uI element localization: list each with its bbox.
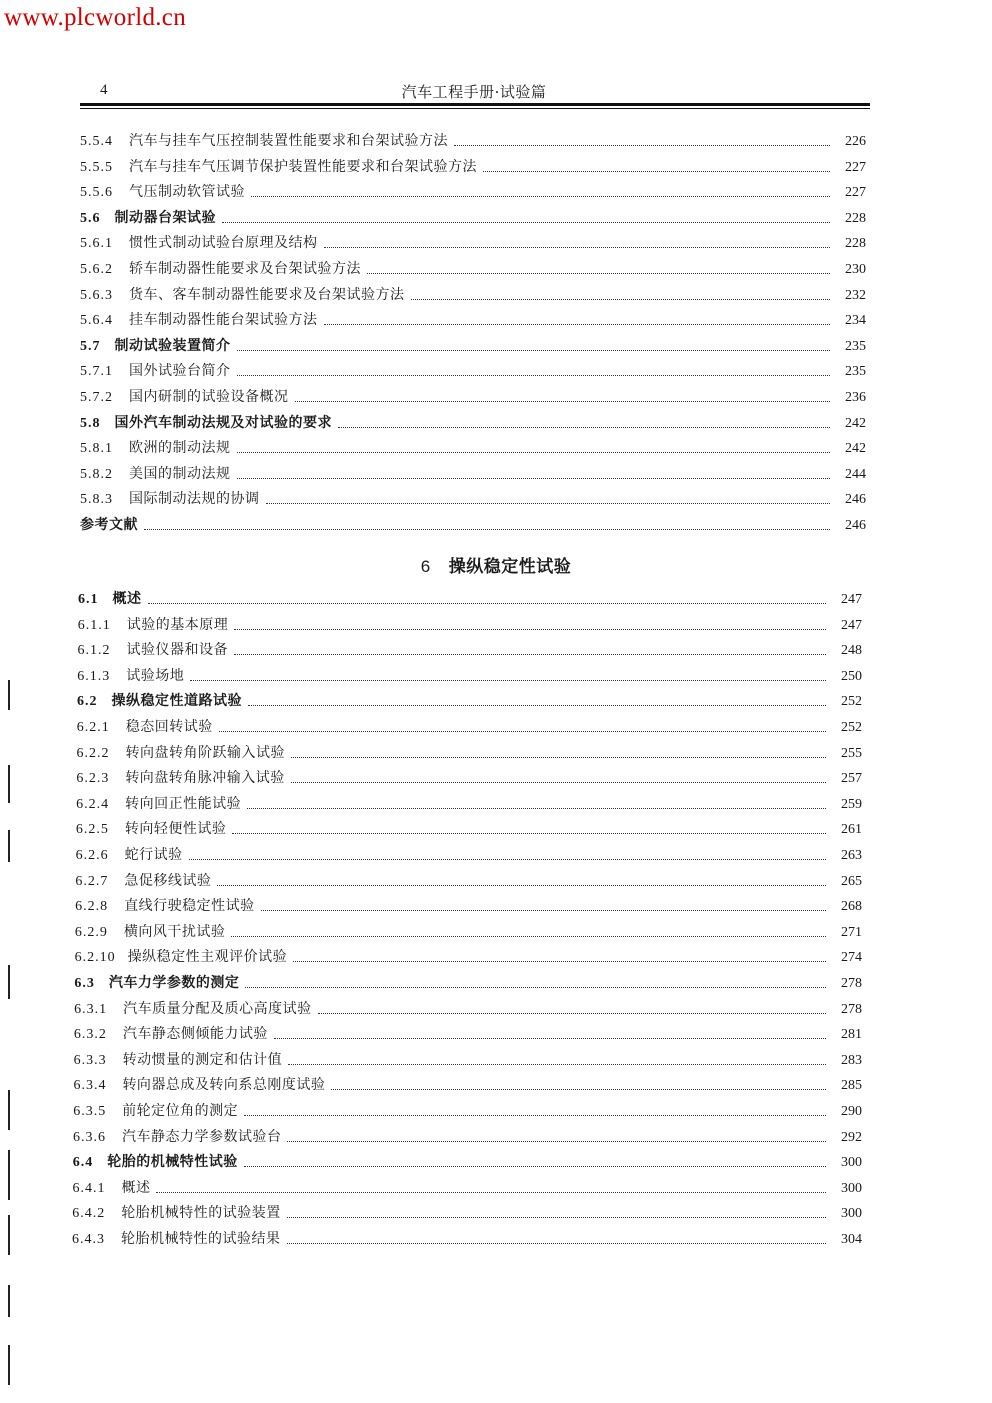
toc-entry-title: 国际制动法规的协调	[129, 491, 260, 508]
toc-entry[interactable]	[80, 207, 866, 229]
dot-leader	[234, 628, 826, 630]
toc-entry[interactable]	[80, 232, 866, 254]
dot-leader	[189, 858, 826, 860]
toc-entry-page: 247	[841, 592, 862, 607]
dot-leader	[291, 756, 826, 758]
toc-entry[interactable]	[75, 946, 862, 968]
toc-entry-title: 试验场地	[126, 667, 185, 684]
dot-leader	[367, 272, 830, 274]
toc-entry-page: 278	[840, 1001, 862, 1017]
dot-leader	[287, 1242, 827, 1244]
dot-leader	[219, 730, 826, 732]
toc-entry[interactable]	[80, 412, 866, 434]
dot-leader	[293, 960, 826, 962]
toc-entry[interactable]	[73, 1126, 862, 1148]
toc-entry[interactable]	[78, 588, 862, 610]
toc-entry-page: 235	[845, 364, 866, 380]
toc-entry-title: 轮胎机械特性的试验装置	[121, 1205, 281, 1222]
toc-entry[interactable]	[77, 742, 862, 764]
toc-entry-number: 5.6.4	[80, 313, 113, 329]
page-number: 4	[100, 82, 108, 98]
dot-leader	[231, 935, 826, 937]
toc-entry-title: 稳态回转试验	[125, 719, 213, 735]
dot-leader	[338, 426, 830, 428]
dot-leader	[266, 502, 831, 504]
toc-entry-number: 5.8.2	[80, 466, 113, 482]
toc-entry-page: 285	[840, 1078, 862, 1094]
toc-entry[interactable]	[80, 309, 866, 331]
toc-entry-title: 欧洲的制动法规	[129, 440, 231, 457]
scan-edge-mark	[8, 1090, 10, 1130]
dot-leader	[217, 884, 826, 886]
toc-entry[interactable]	[80, 488, 866, 510]
dot-leader	[232, 832, 826, 834]
toc-entry[interactable]	[80, 514, 866, 536]
toc-entry[interactable]	[75, 895, 862, 917]
toc-entry-title: 汽车质量分配及质心高度试验	[123, 1000, 312, 1017]
toc-entry-title: 急促移线试验	[124, 872, 212, 889]
scan-edge-mark	[8, 965, 10, 999]
dot-leader	[244, 1165, 826, 1167]
toc-entry[interactable]	[80, 360, 866, 382]
toc-entry-page: 235	[845, 338, 866, 354]
scan-edge-mark	[8, 830, 10, 862]
toc-entry[interactable]	[76, 818, 862, 840]
toc-entry-number: 6.2.7	[75, 873, 109, 889]
scan-edge-mark	[8, 1285, 10, 1317]
toc-entry-title: 汽车与挂车气压调节保护装置性能要求和台架试验方法	[129, 158, 477, 175]
toc-entry[interactable]	[73, 1151, 862, 1173]
toc-entry-page: 281	[840, 1027, 862, 1043]
dot-leader	[237, 451, 831, 453]
toc-entry[interactable]	[76, 767, 862, 789]
toc-entry-number: 5.8.3	[80, 492, 113, 508]
toc-entry-page: 263	[840, 848, 862, 863]
toc-entry[interactable]	[75, 921, 862, 943]
scan-edge-mark	[8, 1345, 10, 1385]
toc-entry-number: 6.2.3	[76, 771, 110, 787]
toc-entry-page: 268	[840, 899, 862, 915]
dot-leader	[287, 1140, 826, 1142]
dot-leader	[148, 602, 827, 604]
scan-edge-mark	[8, 1150, 10, 1200]
toc-entry-page: 242	[845, 415, 866, 431]
toc-entry[interactable]	[77, 665, 862, 687]
chapter-title: 操纵稳定性试验	[448, 557, 572, 577]
toc-entry-title: 汽车与挂车气压控制装置性能要求和台架试验方法	[129, 133, 448, 149]
toc-entry-page: 259	[840, 796, 862, 812]
toc-entry-title: 操纵稳定性主观评价试验	[127, 949, 288, 966]
toc-entry-title: 概述	[121, 1179, 151, 1196]
toc-entry-page: 242	[845, 441, 866, 457]
toc-entry[interactable]	[74, 998, 862, 1020]
toc-entry-number: 6.1.1	[77, 617, 111, 633]
toc-entry-page: 265	[840, 873, 862, 889]
toc-entry[interactable]	[73, 1074, 862, 1096]
toc-entry[interactable]	[80, 156, 866, 178]
toc-entry-page: 278	[840, 976, 862, 991]
toc-entry-title: 转向轻便性试验	[124, 821, 227, 838]
dot-leader	[261, 909, 826, 911]
dot-leader	[248, 704, 826, 706]
toc-entry-number: 5.6.1	[80, 236, 113, 252]
toc-entry-page: 252	[840, 694, 862, 710]
toc-entry-title: 试验仪器和设备	[126, 642, 229, 659]
toc-entry-page: 261	[840, 822, 862, 838]
toc-entry[interactable]	[80, 386, 866, 408]
toc-entry-number: 6.1.3	[77, 668, 111, 684]
dot-leader	[244, 1114, 826, 1116]
toc-entry-page: 248	[840, 643, 862, 659]
toc-entry-number: 5.5.4	[80, 134, 113, 149]
toc-entry-page: 246	[845, 518, 866, 533]
dot-leader	[237, 374, 831, 376]
toc-entry[interactable]	[74, 1049, 862, 1071]
dot-leader	[156, 1191, 826, 1193]
toc-entry[interactable]	[80, 284, 866, 306]
toc-entry-number: 5.5.6	[80, 185, 113, 201]
toc-entry[interactable]	[73, 1100, 862, 1122]
toc-entry-page: 246	[845, 492, 866, 508]
dot-leader	[454, 144, 830, 146]
toc-entry[interactable]	[72, 1177, 862, 1199]
toc-entry-number: 6.4.2	[72, 1206, 106, 1222]
dot-leader	[411, 298, 831, 300]
toc-entry-title: 蛇行试验	[124, 847, 183, 863]
toc-entry-number: 6.2.1	[76, 720, 110, 735]
toc-entry-page: 232	[845, 287, 866, 303]
running-title: 汽车工程手册·试验篇	[401, 83, 547, 101]
toc-entry[interactable]	[72, 1228, 862, 1250]
toc-entry[interactable]	[80, 130, 866, 152]
toc-entry-title: 轿车制动器性能要求及台架试验方法	[129, 261, 361, 277]
toc-entry[interactable]	[74, 972, 862, 994]
toc-entry-title: 美国的制动法规	[129, 465, 231, 482]
toc-entry-title: 制动器台架试验	[114, 209, 216, 226]
toc-entry-number: 6.3.2	[73, 1027, 107, 1043]
toc-entry-number: 5.6.3	[80, 287, 113, 303]
header-rule-thick	[80, 103, 870, 106]
dot-leader	[237, 349, 831, 351]
dot-leader	[288, 1063, 826, 1065]
toc-entry-page: 300	[840, 1155, 862, 1171]
toc-entry-number: 6.2.2	[76, 745, 110, 761]
toc-entry-title: 概述	[112, 591, 142, 607]
toc-entry-title: 转动惯量的测定和估计值	[122, 1051, 283, 1068]
toc-entry-number: 6.3.3	[73, 1052, 107, 1068]
toc-entry-page: 300	[840, 1206, 862, 1222]
toc-entry-title: 参考文献	[80, 517, 138, 533]
toc-entry-page: 290	[840, 1104, 862, 1119]
toc-entry[interactable]	[78, 614, 862, 636]
toc-entry-number: 6.2.10	[74, 950, 116, 966]
dot-leader	[247, 807, 826, 809]
toc-entry[interactable]	[80, 258, 866, 280]
toc-entry-page: 228	[845, 210, 866, 226]
dot-leader	[222, 221, 830, 223]
toc-entry[interactable]	[78, 639, 862, 661]
toc-entry-number: 6.2.5	[75, 822, 109, 838]
dot-leader	[324, 246, 831, 248]
watermark-url: www.plcworld.cn	[4, 4, 187, 31]
toc-entry-page: 300	[840, 1180, 862, 1196]
toc-entry-number: 5.6	[80, 210, 101, 226]
toc-entry-page: 227	[845, 185, 866, 201]
dot-leader	[287, 1216, 826, 1218]
toc-entry-number: 6.2	[77, 694, 98, 710]
scan-edge-mark	[8, 680, 10, 710]
toc-entry[interactable]	[75, 870, 862, 892]
toc-entry-number: 6.4.1	[72, 1180, 106, 1196]
toc-entry-title: 操纵稳定性道路试验	[111, 693, 243, 710]
toc-entry-title: 气压制动软管试验	[129, 184, 245, 201]
toc-entry[interactable]	[76, 793, 862, 815]
toc-entry-page: 236	[845, 390, 866, 405]
toc-entry-number: 5.5.5	[80, 159, 113, 175]
toc-entry-title: 汽车力学参数的测定	[108, 975, 240, 991]
toc-entry-title: 转向回正性能试验	[125, 795, 242, 812]
dot-leader	[318, 1012, 826, 1014]
toc-entry-page: 283	[840, 1052, 862, 1068]
toc-entry-title: 直线行驶稳定性试验	[124, 898, 255, 915]
toc-entry-title: 轮胎机械特性的试验结果	[121, 1231, 281, 1247]
header-rule-thin	[80, 108, 870, 109]
toc-entry-title: 惯性式制动试验台原理及结构	[129, 235, 318, 252]
toc-entry[interactable]	[77, 690, 862, 712]
toc-entry-title: 挂车制动器性能台架试验方法	[129, 312, 318, 329]
toc-entry-title: 汽车静态力学参数试验台	[121, 1128, 282, 1145]
page-header	[80, 80, 868, 104]
dot-leader	[190, 679, 826, 681]
toc-entry-page: 257	[840, 771, 862, 787]
toc-entry-page: 252	[840, 720, 862, 735]
toc-entry-title: 转向器总成及转向系总刚度试验	[122, 1077, 326, 1094]
dot-leader	[331, 1088, 826, 1090]
dot-leader	[251, 195, 830, 197]
dot-leader	[291, 781, 826, 783]
toc-entry-number: 6.2.9	[74, 924, 108, 940]
toc-entry[interactable]	[80, 335, 866, 357]
toc-entry-number: 5.7.1	[80, 364, 113, 380]
toc-entry-title: 汽车静态侧倾能力试验	[122, 1026, 268, 1043]
dot-leader	[245, 986, 826, 988]
toc-entry-page: 292	[840, 1129, 862, 1145]
toc-entry-page: 250	[840, 668, 862, 684]
toc-entry[interactable]	[76, 844, 862, 866]
dot-leader	[483, 170, 830, 172]
toc-entry-page: 304	[841, 1232, 862, 1247]
toc-entry-page: 226	[845, 134, 866, 149]
toc-entry-number: 6.2.8	[75, 899, 109, 915]
toc-entry-title: 转向盘转角阶跃输入试验	[125, 744, 286, 761]
toc-entry-title: 制动试验装置简介	[114, 337, 231, 354]
toc-entry[interactable]	[74, 1023, 862, 1045]
dot-leader	[295, 400, 831, 402]
toc-entry-page: 234	[845, 313, 866, 329]
toc-entry-page: 247	[840, 617, 862, 633]
toc-entry-page: 228	[845, 236, 866, 252]
toc-entry-number: 5.7	[80, 338, 101, 354]
dot-leader	[234, 653, 826, 655]
toc-entry[interactable]	[80, 181, 866, 203]
chapter-heading	[0, 552, 992, 577]
toc-entry-number: 6.4	[72, 1155, 94, 1171]
scan-edge-mark	[8, 1215, 10, 1255]
dot-leader	[237, 477, 831, 479]
scan-edge-mark	[8, 765, 10, 803]
toc-entry-title: 转向盘转角脉冲输入试验	[125, 770, 285, 787]
toc-entry-number: 5.8.1	[80, 441, 113, 457]
toc-entry[interactable]	[80, 437, 866, 459]
dot-leader	[144, 528, 830, 530]
toc-entry-page: 244	[845, 466, 866, 482]
toc-entry-number: 5.8	[80, 415, 101, 431]
toc-entry-title: 货车、客车制动器性能要求及台架试验方法	[129, 286, 405, 303]
toc-entry-page: 255	[840, 745, 862, 761]
toc-entry-number: 6.3.6	[72, 1129, 106, 1145]
toc-entry-title: 试验的基本原理	[126, 616, 229, 633]
toc-entry-number: 6.3.4	[73, 1078, 107, 1094]
dot-leader	[324, 323, 831, 325]
toc-entry-number: 6.3	[74, 976, 95, 991]
toc-entry-number: 6.2.6	[75, 848, 109, 863]
toc-entry-title: 国外汽车制动法规及对试验的要求	[114, 414, 332, 431]
toc-entry[interactable]	[80, 463, 866, 485]
toc-entry-page: 274	[840, 950, 862, 966]
toc-entry-number: 6.1	[78, 592, 99, 607]
toc-entry[interactable]	[77, 716, 862, 738]
toc-entry-number: 6.3.5	[73, 1104, 107, 1119]
toc-entry-title: 横向风干扰试验	[123, 923, 226, 940]
toc-entry-page: 271	[840, 924, 862, 940]
toc-entry-title: 国内研制的试验设备概况	[129, 389, 289, 405]
dot-leader	[274, 1037, 826, 1039]
toc-entry-page: 227	[845, 159, 866, 175]
toc-entry-title: 轮胎的机械特性试验	[107, 1154, 238, 1171]
chapter-number: 6	[420, 557, 431, 576]
toc-entry-number: 6.4.3	[72, 1232, 105, 1247]
toc-entry-number: 6.3.1	[74, 1001, 108, 1017]
toc-entry-number: 6.1.2	[77, 643, 111, 659]
toc-entry-number: 6.2.4	[76, 796, 110, 812]
toc-entry[interactable]	[72, 1202, 862, 1224]
toc-entry-page: 230	[845, 262, 866, 277]
toc-entry-number: 5.7.2	[80, 390, 113, 405]
toc-entry-title: 前轮定位角的测定	[122, 1103, 239, 1119]
toc-entry-number: 5.6.2	[80, 262, 113, 277]
toc-entry-title: 国外试验台简介	[129, 363, 231, 380]
